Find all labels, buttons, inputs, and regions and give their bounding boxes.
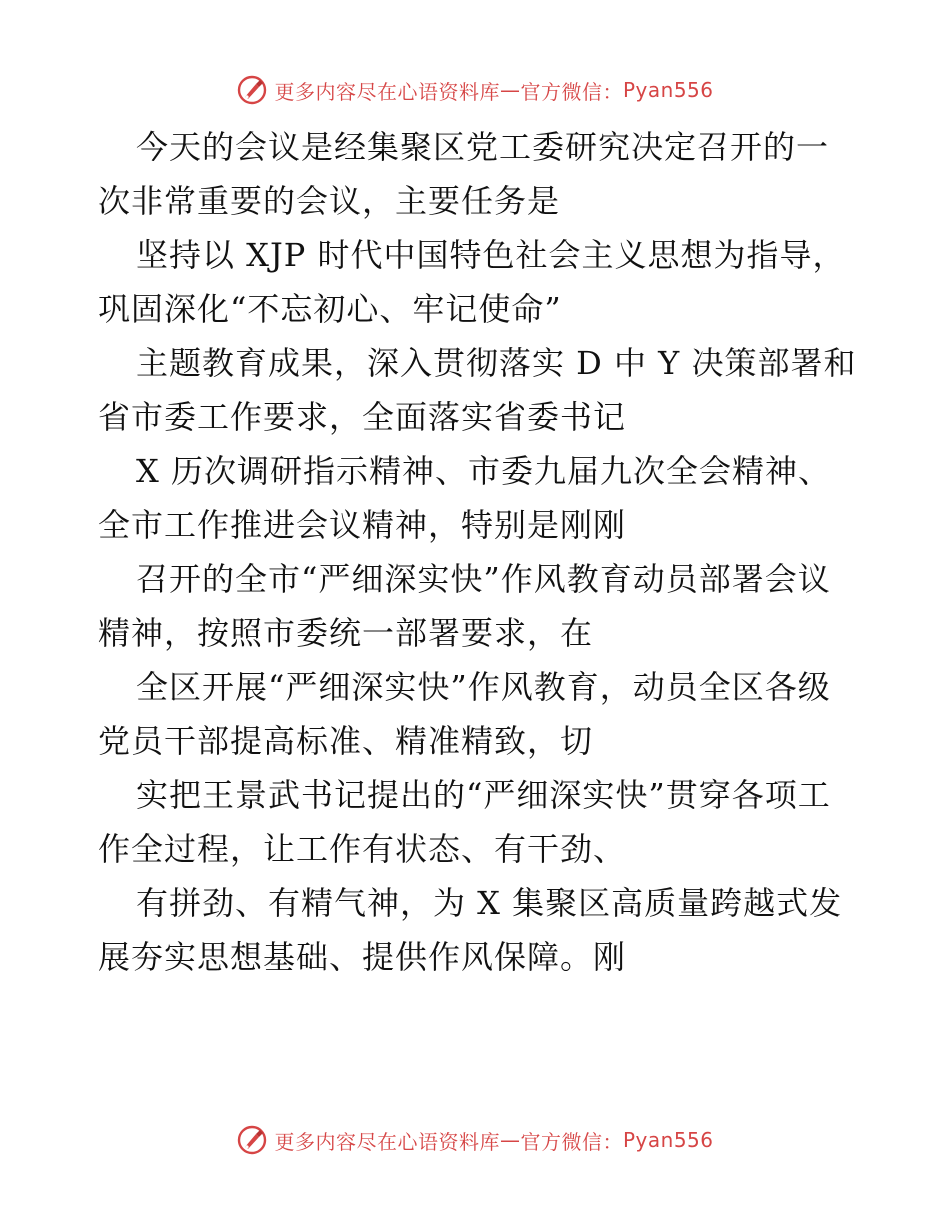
paragraph: 召开的全市“严细深实快”作风教育动员部署会议精神，按照市委统一部署要求，在 xyxy=(98,560,831,652)
banner-separator: — xyxy=(499,78,521,102)
paragraph: 全区开展“严细深实快”作风教育，动员全区各级党员干部提高标准、精准精致，切 xyxy=(98,668,831,760)
banner-main-text: 更多内容尽在心语资料库 xyxy=(274,1129,500,1154)
footer-watermark-banner xyxy=(0,1120,950,1160)
paragraph: 今天的会议是经集聚区党工委研究决定召开的一次非常重要的会议，主要任务是 xyxy=(98,128,830,220)
paragraph: 坚持以 XJP 时代中国特色社会主义思想为指导，巩固深化“不忘初心、牢记使命” xyxy=(98,236,846,328)
pen-nib-logo-icon xyxy=(236,74,268,106)
paragraph: 主题教育成果，深入贯彻落实 D 中 Y 决策部署和省市委工作要求，全面落实省委书记 xyxy=(98,344,857,436)
paragraph: X 历次调研指示精神、市委九届九次全会精神、全市工作推进会议精神，特别是刚刚 xyxy=(98,452,831,544)
pen-nib-logo-icon xyxy=(236,1124,268,1156)
paragraph: 实把王景武书记提出的“严细深实快”贯穿各项工作全过程，让工作有状态、有干劲、 xyxy=(98,776,831,868)
banner-wechat-label: 官方微信： xyxy=(520,1129,623,1154)
banner-main-text: 更多内容尽在心语资料库 xyxy=(274,79,500,104)
paragraph: 有拼劲、有精气神，为 X 集聚区高质量跨越式发展夯实思想基础、提供作风保障。刚 xyxy=(98,884,843,976)
banner-account: Pyan556 xyxy=(622,1128,714,1152)
banner-account: Pyan556 xyxy=(622,78,714,102)
document-body xyxy=(98,120,858,984)
banner-wechat-label: 官方微信： xyxy=(520,79,623,104)
header-watermark-banner xyxy=(0,70,950,110)
banner-separator: — xyxy=(499,1128,521,1152)
